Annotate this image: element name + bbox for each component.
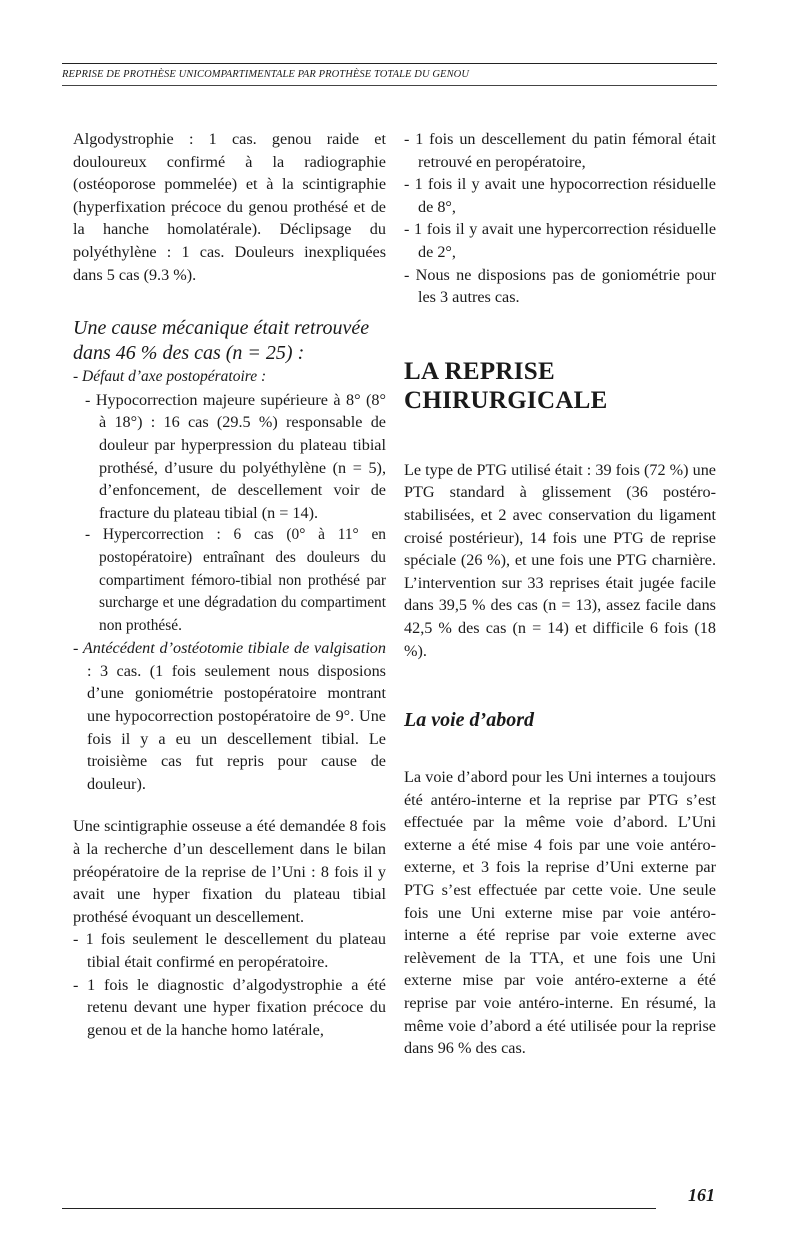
footer-rule — [62, 1208, 656, 1209]
paragraph-ptg-type: Le type de PTG utilisé était : 39 fois (72 %) une PTG standard à glissement (36 postéro-stabilisées, et 2 avec conservation du ligament croisé postérieur), 14 fois une PTG de reprise spéciale (26 %), et une fois une PTG charnière. L’intervention sur 33 reprises était jugée facile dans 39,5 % des cas (n = 13), assez facile dans 42,5 % des cas (n = 14) et difficile 6 fois (18 %). — [404, 460, 716, 660]
paragraph-approach: La voie d’abord pour les Uni internes a toujours été antéro-interne et la reprise par PTG s’est effectuée par la même voie d’abord. L’Uni externe a été mise 4 fois par une voie antéro-externe, et 3 fois la reprise d’Uni externe par PTG s’est effectuée par cette voie. Une seule fois une Uni externe mise par voie antéro-interne a été reprise par voie externe avec relèvement de la TTA, et une fois une Uni externe mise par voie antéro-externe a été reprise par voie antéro-interne. En résumé, la même voie d’abord a été utilisée pour la reprise dans 96 % des cas. — [404, 768, 716, 1058]
section-title — [404, 357, 716, 415]
header-rule — [62, 85, 717, 86]
paragraph-scintigraphy: Une scintigraphie osseuse a été demandée 8 fois à la recherche d’un descellement dans le bilan préopératoire de la reprise de l’Uni : 8 fois il y avait une hyper fixation du plateau tibial prothésé évoquant un descellement. — [73, 817, 386, 926]
right-column — [404, 128, 716, 1060]
spacer — [404, 309, 716, 357]
list-item-no-goniometry: - Nous ne disposions pas de goniométrie pour les 3 autres cas. — [404, 265, 716, 307]
subsection-title: La voie d’abord — [404, 709, 534, 732]
running-title: REPRISE DE PROTHÈSE UNICOMPARTIMENTALE PAR PROTHÈSE TOTALE DU GENOU — [62, 69, 470, 80]
list-item-confirmed: - 1 fois seulement le descellement du plateau tibial était confirmé en peropératoire. — [73, 930, 386, 971]
osteotomy-label: - Antécédent d’ostéotomie tibiale de valgisation — [73, 639, 386, 658]
left-column — [73, 128, 386, 1041]
page-number: 161 — [688, 1185, 715, 1205]
section-title-line-2: CHIRURGICALE — [404, 386, 608, 414]
spacer — [73, 286, 386, 316]
list-item-osteotomy — [73, 637, 386, 795]
list-item-algodystrophy: - 1 fois le diagnostic d’algodystrophie a été retenu devant une hyper fixation précoce du genou et de la hanche homo latérale, — [73, 975, 386, 1039]
running-header — [62, 63, 717, 86]
spacer — [404, 732, 716, 766]
list-item-hypercorrection: - Hypercorrection : 6 cas (0° à 11° en postopératoire) entraînant des douleurs du compartiment fémoro-tibial non prothésé par surcharge et une dégradation du compartiment non prothésé. — [85, 526, 386, 634]
list-item-residual-hypo: - 1 fois il y avait une hypocorrection résiduelle de 8°, — [404, 175, 716, 216]
section-title-line-1: LA REPRISE — [404, 357, 555, 385]
list-item-femoral: - 1 fois un descellement du patin fémoral était retrouvé en peropératoire, — [404, 130, 716, 171]
heading-mechanical-cause: Une cause mécanique était retrouvée dans 46 % des cas (n = 25) : — [73, 317, 370, 365]
spacer — [404, 662, 716, 708]
list-item-residual-hyper: - 1 fois il y avait une hypercorrection résiduelle de 2°, — [404, 220, 716, 261]
paragraph-algodystrophie: Algodystrophie : 1 cas. genou raide et douloureux confirmé à la radiographie (ostéoporose pommelée) et à la scintigraphie (hyperfixation précoce du genou prothésé et de la hanche homolatérale). Déclipsage du polyéthylène : 1 cas. Douleurs inexpliquées dans 5 cas (9.3 %). — [73, 130, 386, 284]
osteotomy-text: : 3 cas. (1 fois seulement nous disposions d’une goniométrie postopératoire montrant une hypocorrection postopératoire de 9°. Une fois il y a eu un descellement tibial. Le troisième cas fut repris pour cause de douleur). — [87, 661, 386, 793]
list-item-hypocorrection: - Hypocorrection majeure supérieure à 8° (8° à 18°) : 16 cas (29.5 %) responsable de douleur par hyperpression du plateau tibial prothésé, d’usure du polyéthylène (n = 5), d’enfoncement, de descellement voir de fracture du plateau tibial (n = 14). — [85, 390, 386, 522]
subhead-axis-defect: - Défaut d’axe postopératoire : — [73, 368, 267, 386]
spacer — [404, 415, 716, 459]
spacer — [73, 795, 386, 815]
